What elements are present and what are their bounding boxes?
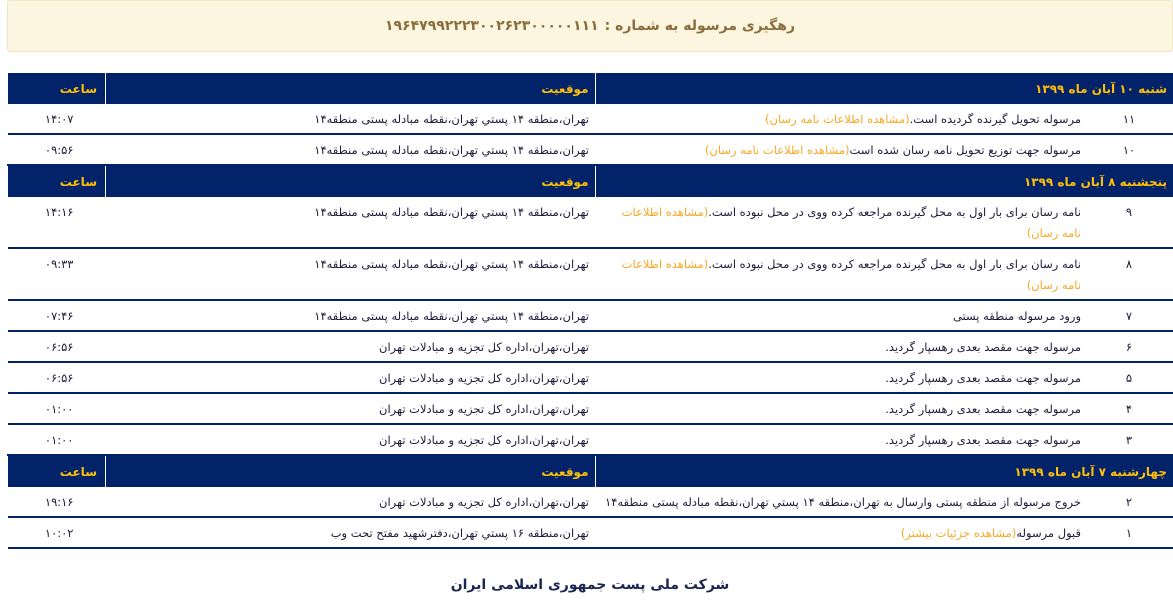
event-number: ۱۱ (1091, 104, 1173, 134)
event-number: ۱۰ (1091, 134, 1173, 165)
event-location: تهران،منطقه ۱۴ پستي تهران،نقطه مبادله پستی منطقه۱۴ (106, 134, 596, 165)
table-row (8, 487, 1173, 517)
event-number: ۸ (1091, 248, 1173, 300)
event-location: تهران،تهران،اداره کل تجزیه و مبادلات تهران (106, 487, 596, 517)
view-details-link[interactable]: (مشاهده اطلاعات نامه رسان) (621, 205, 1081, 240)
tracking-number: ۱۹۶۴۷۹۹۲۲۲۳۰۰۲۶۲۳۰۰۰۰۰۱۱۱ (384, 18, 599, 34)
location-column-header: موقعیت (106, 73, 596, 104)
event-description: نامه رسان برای بار اول به محل گیرنده مراجعه کرده ووی در محل نبوده است. (708, 257, 1081, 271)
event-location: تهران،تهران،اداره کل تجزیه و مبادلات تهران (106, 424, 596, 455)
event-location: تهران،تهران،اداره کل تجزیه و مبادلات تهران (106, 331, 596, 362)
event-description: مرسوله جهت مقصد بعدی رهسپار گردید. (885, 433, 1081, 447)
event-description: مرسوله جهت مقصد بعدی رهسپار گردید. (885, 371, 1081, 385)
event-time: ۱۰:۰۲ (8, 517, 106, 548)
event-description: ورود مرسوله منطقه پستی (952, 309, 1081, 323)
event-location: تهران،منطقه ۱۴ پستي تهران،نقطه مبادله پستی منطقه۱۴ (106, 248, 596, 300)
date-header: پنجشنبه ۸ آبان ماه ۱۳۹۹ (595, 165, 1173, 197)
location-column-header: موقعیت (106, 165, 596, 197)
event-description-cell (595, 487, 1091, 517)
date-header-row (8, 165, 1173, 197)
table-row (8, 104, 1173, 134)
event-description-cell (595, 134, 1091, 165)
table-row (8, 197, 1173, 248)
event-location: تهران،تهران،اداره کل تجزیه و مبادلات تهران (106, 393, 596, 424)
event-number: ۴ (1091, 393, 1173, 424)
table-row (8, 424, 1173, 455)
event-number: ۳ (1091, 424, 1173, 455)
event-time: ۰۱:۰۰ (8, 393, 106, 424)
table-row (8, 248, 1173, 300)
tracking-table (7, 73, 1173, 549)
time-column-header: ساعت (8, 455, 106, 487)
event-description: مرسوله جهت مقصد بعدی رهسپار گردید. (885, 340, 1081, 354)
table-row (8, 517, 1173, 548)
event-description-cell (595, 424, 1091, 455)
event-time: ۱۴:۰۷ (8, 104, 106, 134)
event-description: مرسوله تحویل گیرنده گردیده است. (909, 112, 1081, 126)
event-description: خروج مرسوله از منطقه پستی وارسال به تهران،منطقه ۱۴ پستي تهران،نقطه مبادله پستی منطقه۱۴ (605, 495, 1081, 509)
event-description: قبول مرسوله (1016, 526, 1081, 540)
event-location: تهران،منطقه ۱۶ پستي تهران،دفترشهيد مفتح تحت وب (106, 517, 596, 548)
event-time: ۰۶:۵۶ (8, 331, 106, 362)
event-description-cell (595, 362, 1091, 393)
event-description-cell (595, 331, 1091, 362)
event-number: ۶ (1091, 331, 1173, 362)
event-location: تهران،منطقه ۱۴ پستي تهران،نقطه مبادله پستی منطقه۱۴ (106, 197, 596, 248)
event-location: تهران،منطقه ۱۴ پستي تهران،نقطه مبادله پستی منطقه۱۴ (106, 300, 596, 331)
event-description-cell (595, 393, 1091, 424)
event-time: ۱۴:۱۶ (8, 197, 106, 248)
table-row (8, 300, 1173, 331)
tracking-title-banner (7, 0, 1173, 52)
date-header: شنبه ۱۰ آبان ماه ۱۳۹۹ (595, 73, 1173, 104)
event-description: مرسوله جهت توزیع تحویل نامه رسان شده است (849, 143, 1081, 157)
event-description-cell (595, 300, 1091, 331)
event-number: ۱ (1091, 517, 1173, 548)
event-description: مرسوله جهت مقصد بعدی رهسپار گردید. (885, 402, 1081, 416)
event-location: تهران،منطقه ۱۴ پستي تهران،نقطه مبادله پستی منطقه۱۴ (106, 104, 596, 134)
date-header-row (8, 73, 1173, 104)
tracking-page (7, 0, 1173, 603)
view-details-link[interactable]: (مشاهده اطلاعات نامه رسان) (704, 143, 850, 157)
view-details-link[interactable]: (مشاهده جزئیات بیشتر) (900, 526, 1017, 540)
date-header: چهارشنبه ۷ آبان ماه ۱۳۹۹ (595, 455, 1173, 487)
footer-company-name: شرکت ملی پست جمهوری اسلامی ایران (450, 577, 730, 593)
event-time: ۰۷:۴۶ (8, 300, 106, 331)
event-number: ۹ (1091, 197, 1173, 248)
event-number: ۵ (1091, 362, 1173, 393)
event-description-cell (595, 248, 1091, 300)
event-time: ۰۹:۵۶ (8, 134, 106, 165)
event-time: ۰۹:۳۳ (8, 248, 106, 300)
event-time: ۰۶:۵۶ (8, 362, 106, 393)
table-row (8, 362, 1173, 393)
event-description-cell (595, 197, 1091, 248)
time-column-header: ساعت (8, 165, 106, 197)
view-details-link[interactable]: (مشاهده اطلاعات نامه رسان) (621, 257, 1081, 292)
event-location: تهران،تهران،اداره کل تجزیه و مبادلات تهران (106, 362, 596, 393)
view-details-link[interactable]: (مشاهده اطلاعات نامه رسان) (765, 112, 910, 126)
time-column-header: ساعت (8, 73, 106, 104)
event-description-cell (595, 104, 1091, 134)
table-row (8, 134, 1173, 165)
event-time: ۱۹:۱۶ (8, 487, 106, 517)
event-description-cell (595, 517, 1091, 548)
event-number: ۷ (1091, 300, 1173, 331)
tracking-title: رهگیری مرسوله به شماره : (604, 18, 796, 34)
event-time: ۰۱:۰۰ (8, 424, 106, 455)
event-description: نامه رسان برای بار اول به محل گیرنده مراجعه کرده ووی در محل نبوده است. (708, 205, 1081, 219)
table-row (8, 393, 1173, 424)
event-number: ۲ (1091, 487, 1173, 517)
location-column-header: موقعیت (106, 455, 596, 487)
date-header-row (8, 455, 1173, 487)
table-row (8, 331, 1173, 362)
